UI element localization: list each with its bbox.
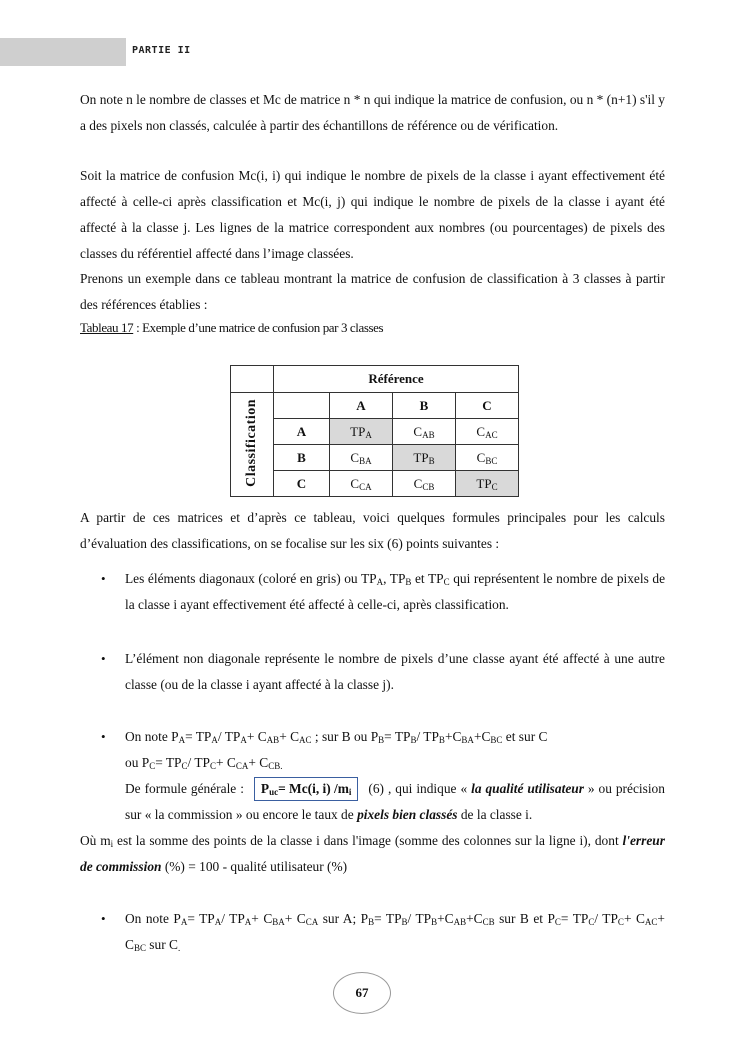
matrix-cell: $TP_A$	[330, 419, 393, 445]
column-header: C	[456, 393, 519, 419]
classification-header	[231, 393, 274, 497]
intro-paragraph-3: Prenons un exemple dans ce tableau montrant la matrice de confusion de classification à 3 classes à partir des références établies :	[80, 271, 665, 312]
row-header: B	[274, 445, 330, 471]
matrix-cell: $TP_C$	[456, 471, 519, 497]
bullet-4: On note $P_A= TP_A/$ $TP_A+ C_{BA}+ C_{CA}$ sur A; $P_B= TP_B/$ $TP_B+C_{AB}+C_{CB}$ sur B et $P_C= TP_C/$ $TP_C+ C_{AC}+ C_{BC}$ sur $C_.$	[125, 911, 665, 953]
row-header: A	[274, 419, 330, 445]
page-number: 67	[333, 972, 391, 1014]
row-header: C	[274, 471, 330, 497]
after-table-paragraph: A partir de ces matrices et d’après ce tableau, voici quelques formules principales pour les calculs d’évaluation des classifications, on se focalise sur les six (6) points suivantes :	[80, 510, 665, 551]
confusion-matrix-table	[230, 365, 519, 497]
commission-error-term: l'erreur de commission	[80, 833, 665, 874]
table-subcorner	[274, 393, 330, 419]
table-caption	[80, 320, 383, 336]
header-section: PARTIE II	[132, 45, 191, 56]
bullet-2: L’élément non diagonale représente le nombre de pixels d’une classe ayant été affecté à une autre classe (ou de la classe i ayant affecté à la classe j).	[125, 651, 665, 692]
general-formula-label: De formule générale :	[125, 781, 244, 796]
intro-paragraph-2: Soit la matrice de confusion Mc(i, i) qui indique le nombre de pixels de la classe i ayant effectivement été affecté à celle-ci après classification et Mc(i, j) qui indique le nombre de pixels de la classe i ayant été affecté à la classe j. Les lignes de la matrice correspondent aux nombres (ou pourcentages) de pixels des classes du référentiel affecté dans l’image classées.	[80, 168, 665, 261]
matrix-cell: $TP_B$	[393, 445, 456, 471]
bullet-icon: •	[101, 651, 106, 666]
matrix-cell: $C_{BA}$	[330, 445, 393, 471]
table-row	[231, 419, 519, 445]
intro-paragraph-1: On note n le nombre de classes et Mc de matrice n * n qui indique la matrice de confusion, ou n * (n+1) s'il y a des pixels non classés, calculée à partir des échantillons de référence ou de vérification.	[80, 92, 665, 133]
bullet-icon: •	[101, 729, 106, 744]
header-bar	[0, 38, 126, 66]
table-row	[231, 471, 519, 497]
table-row	[231, 445, 519, 471]
matrix-cell: $C_{BC}$	[456, 445, 519, 471]
bullet-1: Les éléments diagonaux (coloré en gris) ou $TP_A$, $TP_B$ et $TP_C$ qui représentent le nombre de pixels de la classe i ayant effectivement été affecté à celle-ci, après classification.	[125, 571, 666, 612]
quality-user-term: la qualité utilisateur	[471, 781, 584, 796]
column-header: A	[330, 393, 393, 419]
caption-label: Tableau 17	[80, 320, 134, 335]
equation-number: (6) , qui indique «	[368, 781, 468, 796]
matrix-cell: $C_{AB}$	[393, 419, 456, 445]
bullet-icon: •	[101, 571, 106, 586]
matrix-cell: $C_{AC}$	[456, 419, 519, 445]
matrix-cell: $C_{CB}$	[393, 471, 456, 497]
bullet-3: On note $P_A= TP_A/$ $TP_A+ C_{AB}+ C_{AC}$ ; sur B ou $P_B= TP_B/$ $TP_B+C_{BA}+C_{BC}$ et sur C ou $P_C= TP_C/$ $TP_C+ C_{CA}+ C_{CB.}$ De formule générale : $P_{uc}= Mc(i$, i) $/m_i$ (6) , qui indique « la qualité utilisateur » ou précision sur « la commission » ou encore le taux de pixels bien classés de la classe i.	[125, 729, 665, 822]
bullet-icon: •	[101, 911, 106, 926]
where-paragraph: Où $m_i$ est la somme des points de la classe i dans l'image (somme des colonnes sur la ligne i), dont l'erreur de commission (%) = 100 - qualité utilisateur (%)	[80, 833, 665, 874]
classification-label: Classification	[244, 398, 259, 487]
matrix-cell: $C_{CA}$	[330, 471, 393, 497]
well-classed-term: pixels bien classés	[357, 807, 458, 822]
reference-header: Référence	[274, 366, 519, 393]
table-corner	[231, 366, 274, 393]
formula-box: $P_{uc}= Mc(i$, i) $/m_i$	[254, 777, 359, 801]
column-header: B	[393, 393, 456, 419]
caption-text: : Exemple d’une matrice de confusion par 3 classes	[133, 320, 384, 335]
